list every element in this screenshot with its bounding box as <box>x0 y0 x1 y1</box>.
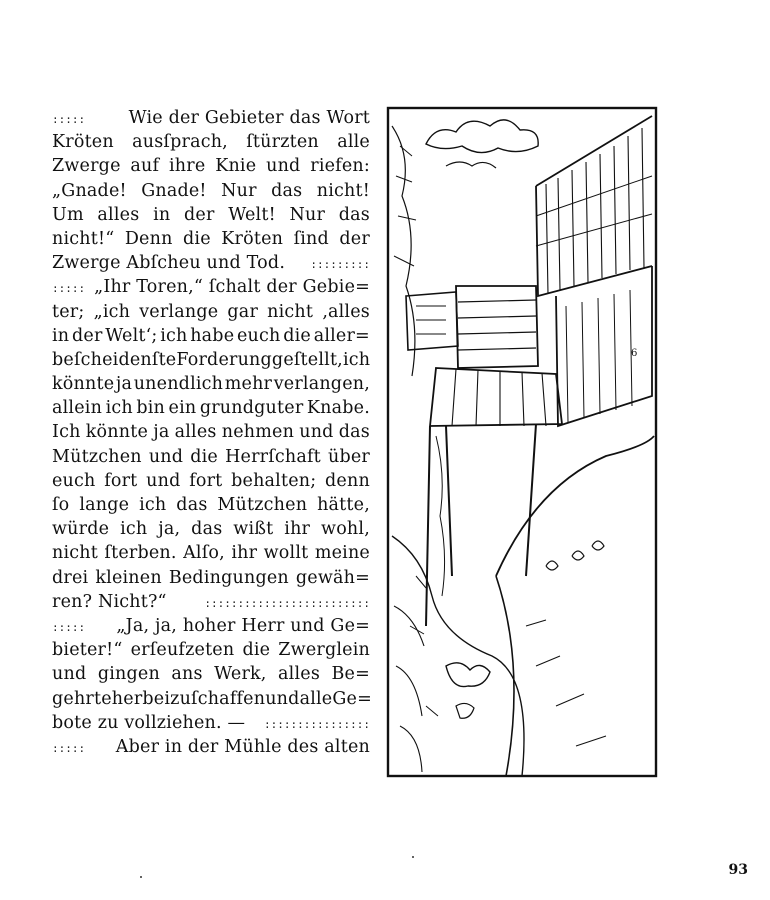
word: Bedingungen <box>168 567 289 588</box>
text-line <box>52 348 370 372</box>
text-segment: bote zu vollziehen. — <box>52 712 246 733</box>
word: ich <box>160 325 188 346</box>
word: wißt <box>233 519 274 540</box>
word: nicht <box>267 301 314 322</box>
word: ſterben. <box>104 543 177 564</box>
word: ich <box>139 495 167 515</box>
word: geſtellt, <box>271 349 343 370</box>
word: fort <box>104 470 138 491</box>
text-line <box>52 662 370 686</box>
word: das <box>271 180 303 201</box>
word: Welt‘; <box>105 325 158 346</box>
word: das <box>191 519 223 540</box>
word: behalten; <box>231 470 317 491</box>
word: ich <box>342 349 371 370</box>
word: die <box>283 325 311 346</box>
text-line <box>52 590 370 614</box>
word: Forderung <box>176 349 272 370</box>
word: bieter!“ <box>52 640 123 661</box>
word: grundguter <box>199 398 304 419</box>
word: ſtürzten <box>246 132 319 153</box>
ornament-dots: ::::: <box>52 113 86 126</box>
text-line <box>52 469 370 493</box>
word: der <box>339 228 370 249</box>
word: könnte <box>85 422 149 443</box>
word: in <box>52 325 70 346</box>
word: „Gnade! <box>52 180 127 201</box>
word: die <box>183 228 211 249</box>
word: kleinen <box>95 567 162 588</box>
word: nicht!“ <box>52 228 115 249</box>
word: Nur <box>289 204 326 225</box>
word: Denn <box>124 228 173 249</box>
word: könnte <box>52 374 115 395</box>
svg-text:6: 6 <box>631 348 638 359</box>
text-line <box>52 735 370 759</box>
text-segment: Wie der Gebieter das Wort <box>128 108 370 128</box>
text-line <box>52 130 370 154</box>
text-line <box>52 517 370 541</box>
text-segment: „Ja, ja, hoher Herr und Ge= <box>116 615 370 636</box>
word: Mützchen <box>52 446 142 467</box>
word: Mützchen <box>217 495 308 515</box>
word: wollt <box>263 543 309 564</box>
text-line <box>52 372 370 396</box>
ornament-dots: ::::: <box>52 620 86 634</box>
word: alles <box>174 422 217 443</box>
word: ihr <box>231 543 258 564</box>
word: ‚alles <box>322 301 370 322</box>
word: bin <box>136 398 166 419</box>
text-line <box>52 324 370 348</box>
paper-speck <box>140 876 142 878</box>
text-segment: Zwerge Abſcheu und Tod. <box>52 253 286 274</box>
word: und <box>52 664 87 685</box>
text-segment: Aber in der Mühle des alten <box>115 736 370 757</box>
word: Ich <box>52 422 81 443</box>
word: über <box>327 446 370 467</box>
text-line <box>52 420 370 444</box>
text-line <box>52 251 370 275</box>
word: aller= <box>313 325 370 346</box>
word: Nur <box>221 180 257 201</box>
word: Werk, <box>214 664 267 685</box>
word: und <box>266 156 301 177</box>
body-text-column <box>52 106 370 759</box>
ornament-dots: ::::::::::::::::::::::::: <box>204 596 370 610</box>
text-line <box>52 154 370 178</box>
text-line <box>52 275 370 299</box>
text-line <box>52 203 370 227</box>
word: gewäh= <box>295 567 370 588</box>
text-line <box>52 687 370 711</box>
text-segment: ren? Nicht?“ <box>52 591 167 612</box>
word: und <box>299 422 334 443</box>
word: ja <box>153 422 170 443</box>
text-line <box>52 445 370 469</box>
word: ich <box>105 398 133 419</box>
word: wohl, <box>321 519 370 540</box>
word: Kröten <box>221 228 284 249</box>
word: ich <box>120 519 148 540</box>
word: Zwerglein <box>278 640 370 661</box>
word: alles <box>97 204 140 225</box>
word: erſeufzeten <box>130 640 235 661</box>
word: hätte, <box>317 495 370 515</box>
word: der <box>184 204 215 225</box>
word: und <box>265 688 300 709</box>
word: Knabe. <box>306 398 370 419</box>
word: gingen <box>97 664 160 685</box>
word: Be= <box>331 664 370 685</box>
word: die <box>190 446 218 467</box>
ornament-dots: :::::::::::::::: <box>264 717 370 731</box>
word: Welt! <box>228 204 276 225</box>
text-line <box>52 106 370 130</box>
word: meine <box>314 543 370 564</box>
word: Ge= <box>332 688 372 709</box>
text-line <box>52 493 370 517</box>
word: Um <box>52 204 84 225</box>
word: drei <box>52 567 89 588</box>
word: gar <box>227 301 259 322</box>
text-line <box>52 638 370 662</box>
ornament-dots: ::::::::: <box>310 258 370 272</box>
word: nehmen <box>221 422 295 443</box>
word: würde <box>52 519 110 540</box>
ornament-dots: ::::: <box>52 282 86 296</box>
word: und <box>148 446 184 467</box>
word: ein <box>168 398 197 419</box>
word: Alſo, <box>183 543 225 564</box>
text-segment: „Ihr Toren,“ ſchalt der Gebie= <box>94 277 370 298</box>
word: Zwerge <box>52 156 121 177</box>
text-line <box>52 711 370 735</box>
word: riefen: <box>310 156 370 177</box>
word: Kröten <box>52 132 114 153</box>
word: „ich <box>93 301 131 322</box>
paper-speck <box>412 856 414 858</box>
word: alle <box>299 688 333 709</box>
word: das <box>176 495 208 515</box>
word: der <box>72 325 103 346</box>
word: denn <box>325 470 370 491</box>
word: euch <box>236 325 281 346</box>
word: auf <box>130 156 160 177</box>
mill-illustration <box>386 106 658 778</box>
ornament-dots: ::::: <box>52 741 86 755</box>
word: verlangen, <box>273 374 370 395</box>
page-number: 93 <box>728 862 748 878</box>
word: ihre <box>169 156 206 177</box>
word: die <box>242 640 271 661</box>
word: habe <box>190 325 235 346</box>
word: ja, <box>158 519 181 540</box>
word: beſcheidenſte <box>52 349 177 370</box>
word: Herrſchaft <box>225 446 321 467</box>
word: nicht <box>52 543 98 564</box>
text-line <box>52 227 370 251</box>
word: nicht! <box>316 180 370 201</box>
word: ja <box>115 374 133 395</box>
word: gehrte <box>52 688 112 709</box>
text-line <box>52 300 370 324</box>
word: Knie <box>215 156 257 177</box>
word: in <box>153 204 171 225</box>
word: ausſprach, <box>132 132 228 153</box>
word: das <box>338 204 370 225</box>
word: ſind <box>293 228 329 249</box>
word: das <box>338 422 370 443</box>
word: ter; <box>52 301 85 322</box>
text-line <box>52 179 370 203</box>
word: Gnade! <box>141 180 207 201</box>
word: alle <box>337 132 370 153</box>
word: fort <box>189 470 223 491</box>
word: herbeizuſchaffen <box>111 688 266 709</box>
word: lange <box>79 495 130 515</box>
text-line <box>52 396 370 420</box>
word: verlange <box>139 301 219 322</box>
word: unendlich <box>133 374 224 395</box>
word: mehr <box>224 374 273 395</box>
word: ans <box>171 664 203 685</box>
word: ihr <box>284 519 311 540</box>
text-line <box>52 541 370 565</box>
word: euch <box>52 470 96 491</box>
word: und <box>146 470 181 491</box>
word: alles <box>278 664 320 685</box>
text-line <box>52 566 370 590</box>
text-line <box>52 614 370 638</box>
word: ſo <box>52 495 70 515</box>
word: allein <box>52 398 103 419</box>
